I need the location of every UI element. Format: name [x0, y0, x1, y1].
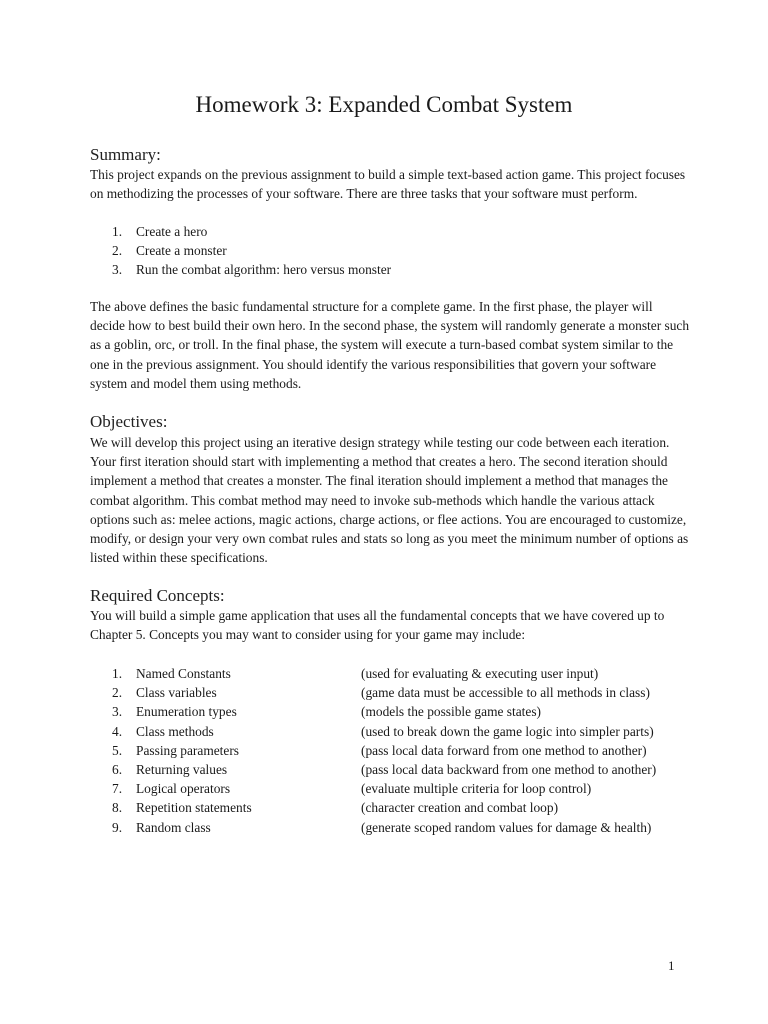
list-number: 7. — [112, 781, 123, 797]
list-number: 2. — [112, 243, 123, 259]
list-number: 2. — [112, 685, 123, 701]
concept-name: Enumeration types — [136, 704, 237, 720]
concept-usage: (used for evaluating & executing user input) — [361, 666, 599, 681]
concept-name: Random class — [136, 819, 211, 835]
list-number: 6. — [112, 761, 123, 777]
task-text: Run the combat algorithm: hero versus monster — [136, 262, 392, 278]
objectives-heading: Objectives: — [90, 412, 168, 431]
concept-name: Returning values — [136, 761, 228, 777]
concept-usage: (pass local data forward from one method to another) — [361, 742, 647, 758]
required-concepts-intro: You will build a simple game application that uses all the fundamental concepts that we have covered up to Chapter 5. Concepts you may want to consider using for your game may include: — [90, 608, 665, 643]
task-text: Create a hero — [136, 224, 208, 239]
list-number: 9. — [112, 819, 123, 835]
concept-usage: (game data must be accessible to all methods in class) — [361, 685, 650, 701]
concept-usage: (models the possible game states) — [361, 704, 541, 720]
list-number: 3. — [112, 704, 123, 720]
concept-name: Passing parameters — [136, 742, 240, 758]
concept-usage: (character creation and combat loop) — [361, 800, 559, 816]
task-text: Create a monster — [136, 243, 227, 259]
page-number: 1 — [668, 958, 675, 973]
objectives-body: We will develop this project using an iterative design strategy while testing our code between each iteration. Your first iteration should start with implementing a method that creates a hero. The second iteration should implement a method that creates a monster. The final iteration should implement a method that manages the combat algorithm. This combat method may need to invoke sub-methods which handle the various attack options such as: melee actions, magic actions, charge actions, or flee actions. You are encouraged to customize, modify, or design your very own combat rules and stats so long as you meet the minimum number of options as listed within these specifications. — [90, 435, 689, 566]
list-number: 1. — [112, 666, 123, 681]
concept-usage: (pass local data backward from one method to another) — [361, 761, 657, 777]
list-number: 4. — [112, 723, 123, 739]
summary-body: The above defines the basic fundamental structure for a complete game. In the first phase, the player will decide how to best build their own hero. In the second phase, the system will randomly generate a monster such as a goblin, orc, or troll. In the final phase, the system will execute a turn-based combat system similar to the one in the previous assignment. You should identify the various responsibilities that govern your software system and model them using methods. — [90, 299, 690, 391]
concept-name: Repetition statements — [136, 800, 252, 816]
list-number: 1. — [112, 224, 123, 239]
concept-name: Logical operators — [136, 781, 231, 797]
list-number: 5. — [112, 742, 123, 758]
concept-usage: (used to break down the game logic into simpler parts) — [361, 723, 654, 739]
list-number: 3. — [112, 262, 123, 278]
summary-heading: Summary: — [90, 145, 161, 164]
concept-name: Named Constants — [136, 666, 231, 681]
list-number: 8. — [112, 800, 123, 816]
concept-usage: (generate scoped random values for damage & health) — [361, 819, 652, 835]
required-concepts-heading: Required Concepts: — [90, 586, 225, 605]
document-title: Homework 3: Expanded Combat System — [195, 92, 573, 117]
concept-name: Class variables — [136, 685, 217, 701]
summary-intro: This project expands on the previous assignment to build a simple text-based action game. This project focuses on methodizing the processes of your software. There are three tasks that your software must perform. — [90, 167, 686, 202]
concept-name: Class methods — [136, 723, 214, 739]
concept-usage: (evaluate multiple criteria for loop control) — [361, 781, 592, 797]
